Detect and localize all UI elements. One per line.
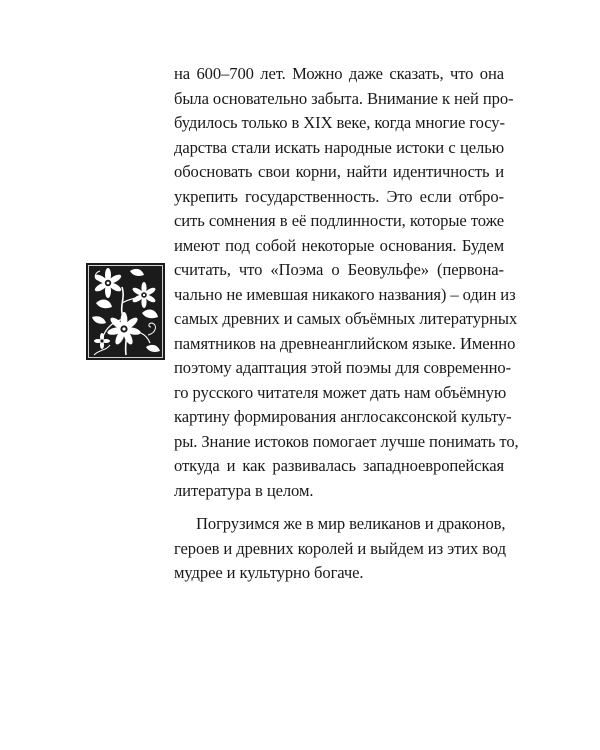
text-line: самых древних и самых объёмных литературных — [174, 309, 518, 328]
text-line: сить сомнения в её подлинности, которые тоже — [174, 211, 504, 230]
text-line: мудрее и культурно богаче. — [174, 563, 364, 582]
text-line: на 600–700 лет. Можно даже сказать, что она — [174, 64, 504, 83]
text-line: откуда и как развивалась западноевропейская — [174, 456, 504, 475]
text-line: имеют под собой некоторые основания. Будем — [174, 235, 504, 255]
text-line: картину формирования англосаксонской культу- — [174, 407, 512, 426]
floral-ornament-icon — [86, 263, 165, 360]
text-line: обосновать свои корни, найти идентичность и — [174, 162, 504, 181]
text-line: поэтому адаптация этой поэмы для современно- — [174, 358, 512, 377]
text-line: го русского читателя может дать нам объёмную — [174, 382, 507, 402]
text-line: считать, что «Поэма о Беовульфе» (первона- — [174, 260, 504, 279]
text-line: Погрузимся же в мир великанов и драконов, — [196, 514, 506, 533]
text-line: будилось только в XIX веке, когда многие госу- — [174, 113, 505, 132]
text-line: чально не имевшая никакого названия) – один из — [174, 284, 516, 304]
text-line: укрепить государственность. Это если отбро- — [174, 186, 504, 206]
text-line: ры. Знание истоков помогает лучше понимать то, — [174, 431, 519, 451]
text-line: дарства стали искать народные истоки с целью — [174, 137, 504, 157]
paragraph-gap — [174, 503, 504, 512]
text-line: литература в целом. — [174, 480, 314, 500]
text-line: памятников на древнеанглийском языке. Именно — [174, 333, 516, 353]
text-line: была основательно забыта. Внимание к ней про- — [174, 88, 514, 108]
body-text — [174, 62, 519, 586]
text-line: героев и древних королей и выйдем из этих вод — [174, 538, 506, 558]
